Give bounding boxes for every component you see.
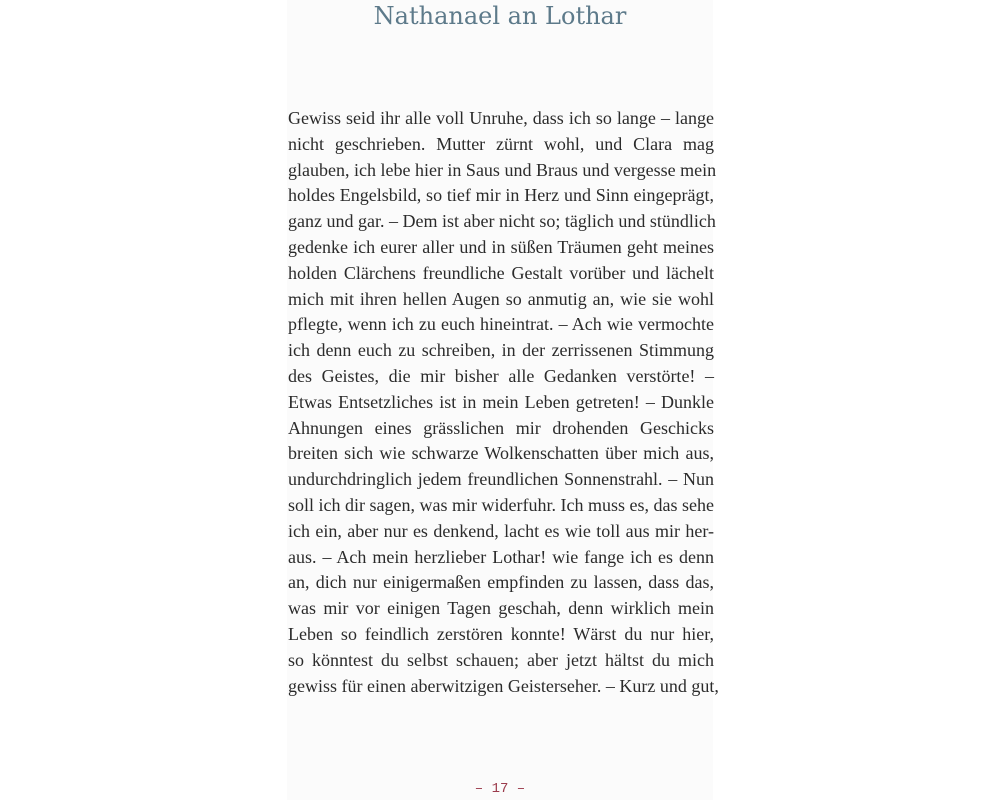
text-line: soll ich dir sagen, was mir widerfuhr. Ich muss es, das sehe	[288, 494, 714, 515]
text-line: glauben, ich lebe hier in Saus und Braus und vergesse mein	[288, 159, 717, 180]
text-line: Leben so feindlich zerstören konnte! Wärst du nur hier,	[288, 623, 714, 644]
text-line: ganz und gar. – Dem ist aber nicht so; täglich und stündlich	[288, 211, 716, 232]
text-line: nicht geschrieben. Mutter zürnt wohl, und Clara mag	[288, 133, 714, 154]
text-line: ich denn euch zu schreiben, in der zerrissenen Stimmung	[288, 340, 714, 361]
text-line: so könntest du selbst schauen; aber jetzt hältst du mich	[288, 649, 714, 670]
body-text	[288, 106, 719, 699]
chapter-heading: Nathanael an Lothar	[373, 2, 627, 30]
text-line: mich mit ihren hellen Augen so anmutig an, wie sie wohl	[288, 288, 714, 309]
text-line: holden Clärchens freundliche Gestalt vorüber und lächelt	[288, 262, 714, 283]
text-line: breiten sich wie schwarze Wolkenschatten über mich aus,	[288, 443, 714, 464]
text-line: gewiss für einen aberwitzigen Geisterseher. – Kurz und gut,	[288, 675, 719, 696]
text-line: an, dich nur einigermaßen empfinden zu lassen, dass das,	[288, 572, 714, 593]
text-line: ich ein, aber nur es denkend, lacht es wie toll aus mir her-	[288, 520, 714, 541]
text-line: des Geistes, die mir bisher alle Gedanken verstörte! –	[288, 365, 714, 386]
text-line: aus. – Ach mein herzlieber Lothar! wie fange ich es denn	[288, 546, 714, 567]
page-number: – 17 –	[474, 781, 526, 797]
text-line: pflegte, wenn ich zu euch hineintrat. – Ach wie vermochte	[288, 314, 714, 335]
text-line: was mir vor einigen Tagen geschah, denn wirklich mein	[288, 598, 714, 619]
text-line: undurchdringlich jedem freundlichen Sonnenstrahl. – Nun	[288, 469, 714, 490]
text-line: Ahnungen eines grässlichen mir drohenden Geschicks	[288, 417, 714, 438]
text-line: gedenke ich eurer aller und in süßen Träumen geht meines	[288, 236, 714, 257]
text-line: holdes Engelsbild, so tief mir in Herz und Sinn eingeprägt,	[288, 185, 714, 206]
text-line: Etwas Entsetzliches ist in mein Leben getreten! – Dunkle	[288, 391, 714, 412]
text-line: Gewiss seid ihr alle voll Unruhe, dass ich so lange – lange	[288, 108, 714, 128]
